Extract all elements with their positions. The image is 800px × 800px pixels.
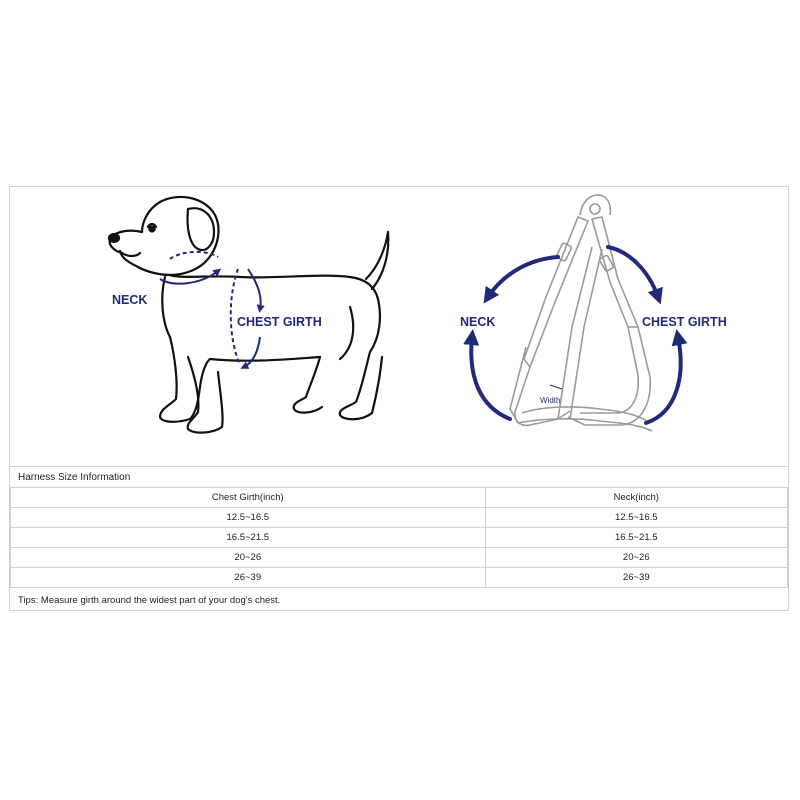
- harness-illustration: [510, 195, 652, 431]
- size-table: [10, 487, 788, 588]
- table-row: [11, 548, 788, 568]
- table-header-row: [11, 488, 788, 508]
- size-chart-card: [9, 186, 789, 611]
- illustration-svg: [10, 187, 788, 465]
- dog-measure-lines: [160, 252, 261, 367]
- harness-chest-label: CHEST GIRTH: [642, 315, 727, 329]
- table-row: [11, 528, 788, 548]
- cell-chest: 12.5~16.5: [11, 508, 486, 528]
- cell-chest: 16.5~21.5: [11, 528, 486, 548]
- dog-chest-label: CHEST GIRTH: [237, 315, 322, 329]
- header-neck: Neck(inch): [485, 488, 787, 508]
- tips-text: Tips: Measure girth around the widest part of your dog's chest.: [18, 595, 281, 606]
- harness-width-label: Width: [540, 396, 561, 405]
- dog-neck-label: NECK: [112, 293, 148, 307]
- illustration-panel: [10, 187, 788, 465]
- harness-neck-label: NECK: [460, 315, 496, 329]
- cell-chest: 26~39: [11, 568, 486, 588]
- table-row: [11, 508, 788, 528]
- header-chest-girth: Chest Girth(inch): [11, 488, 486, 508]
- cell-chest: 20~26: [11, 548, 486, 568]
- width-indicator: [550, 385, 562, 389]
- table-title: Harness Size Information: [10, 466, 788, 487]
- cell-neck: 12.5~16.5: [485, 508, 787, 528]
- cell-neck: 26~39: [485, 568, 787, 588]
- cell-neck: 20~26: [485, 548, 787, 568]
- table-row: [11, 568, 788, 588]
- cell-neck: 16.5~21.5: [485, 528, 787, 548]
